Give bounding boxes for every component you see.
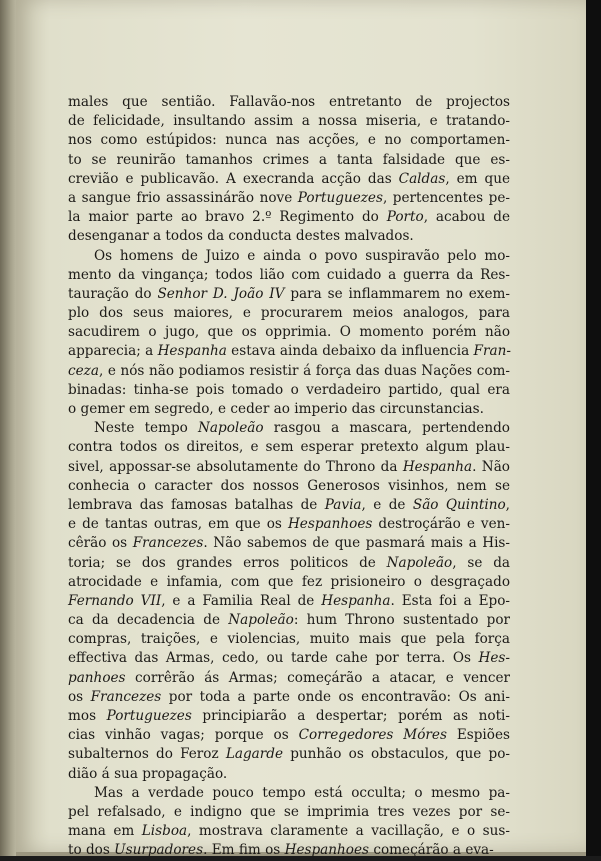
text-line: effectiva das Armas, cedo, ou tarde cahe por terra. Os Hes- <box>68 650 510 667</box>
text-line: o gemer em segredo, e ceder ao imperio das circunstancias. <box>68 401 484 417</box>
text-line: mos Portuguezes principiarão a despertar; porém as noti- <box>68 708 510 724</box>
text-line: compras, traições, e violencias, muito mais que pela força <box>68 631 510 648</box>
text-line: to dos Usurpadores. Em fim os Hespanhoes começárão a eva- <box>68 842 494 859</box>
text-line: mana em Lisboa, mostrava claramente a vacillação, e o sus- <box>68 823 510 840</box>
text-line: mento da vingança; todos lião com cuidado a guerra da Res- <box>68 266 510 283</box>
text-line: e de tantas outras, em que os Hespanhoes destroçárão e ven- <box>68 516 510 533</box>
text-line: Os homens de Juizo e ainda o povo suspiravão pelo mo- <box>94 247 510 264</box>
text-line: binadas: tinha-se pois tomado o verdadeiro partido, qual era <box>68 381 510 398</box>
text-line: sivel, appossar-se absolutamente do Throno da Hespanha. Não <box>68 458 510 475</box>
text-line: cias vinhão vagas; porque os Corregedores Móres Espiões <box>68 727 510 744</box>
text-line: de felicidade, insultando assim a nossa miseria, e tratando- <box>68 113 510 130</box>
text-line: dião á sua propagação. <box>68 765 228 782</box>
text-line: pel refalsado, e indigno que se imprimia tres vezes por se- <box>68 803 510 820</box>
text-line: nos como estúpidos: nunca nas acções, e no comportamen- <box>68 132 510 149</box>
body-text <box>68 93 510 861</box>
text-line: crevião e publicavão. A execranda acção das Caldas, em que <box>68 170 511 187</box>
text-line: a sangue frio assassinárão nove Portuguezes, pertencentes pe- <box>68 189 510 206</box>
text-line: atrocidade e infamia, com que fez prisioneiro o desgraçado <box>68 573 510 590</box>
text-line: la maior parte ao bravo 2.º Regimento do Porto, acabou de <box>68 209 510 226</box>
text-line: tauração do Senhor D. João IV para se inflammarem no exem- <box>68 285 510 302</box>
text-line: lembrava das famosas batalhas de Pavia, e de São Quintino, <box>68 496 510 513</box>
text-line: Fernando VII, e a Familia Real de Hespanha. Esta foi a Epo- <box>68 592 511 609</box>
text-line: cêrão os Francezes. Não sabemos de que pasmará mais a His- <box>68 535 510 552</box>
text-line: toria; se dos grandes erros politicos de Napoleão, se da <box>68 554 511 571</box>
text-line: contra todos os direitos, e sem esperar pretexto algum plau- <box>68 439 510 456</box>
text-line: ceza, e nós não podiamos resistir á força das duas Nações com- <box>68 362 510 379</box>
text-line: os Francezes por toda a parte onde os encontravão: Os ani- <box>68 688 510 705</box>
text-line: desenganar a todos da conducta destes malvados. <box>68 228 414 245</box>
text-line: ca da decadencia de Napoleão: hum Throno sustentado por <box>68 612 510 629</box>
text-line: Neste tempo Napoleão rasgou a mascara, pertendendo <box>94 420 510 437</box>
text-line: plo dos seus maiores, e procurarem meios analogos, para <box>68 305 510 322</box>
text-line: sacudirem o jugo, que os opprimia. O momento porém não <box>68 324 510 341</box>
text-line: males que sentião. Fallavão-nos entretanto de projectos <box>68 94 510 110</box>
text-line: subalternos do Feroz Lagarde punhão os obstaculos, que po- <box>68 746 510 763</box>
scan-border <box>586 0 601 856</box>
text-line: panhoes corrêrão ás Armas; começárão a atacar, e vencer <box>68 669 510 686</box>
text-line: conhecia o caracter dos nossos Generosos visinhos, nem se <box>68 477 510 494</box>
text-line: apparecia; a Hespanha estava ainda debaixo da influencia Fran- <box>68 343 511 360</box>
text-line: to se reunirão tamanhos crimes a tanta falsidade que es- <box>68 151 510 168</box>
binding-edge <box>0 0 16 856</box>
text-line: Mas a verdade pouco tempo está occulta; o mesmo pa- <box>94 784 510 801</box>
